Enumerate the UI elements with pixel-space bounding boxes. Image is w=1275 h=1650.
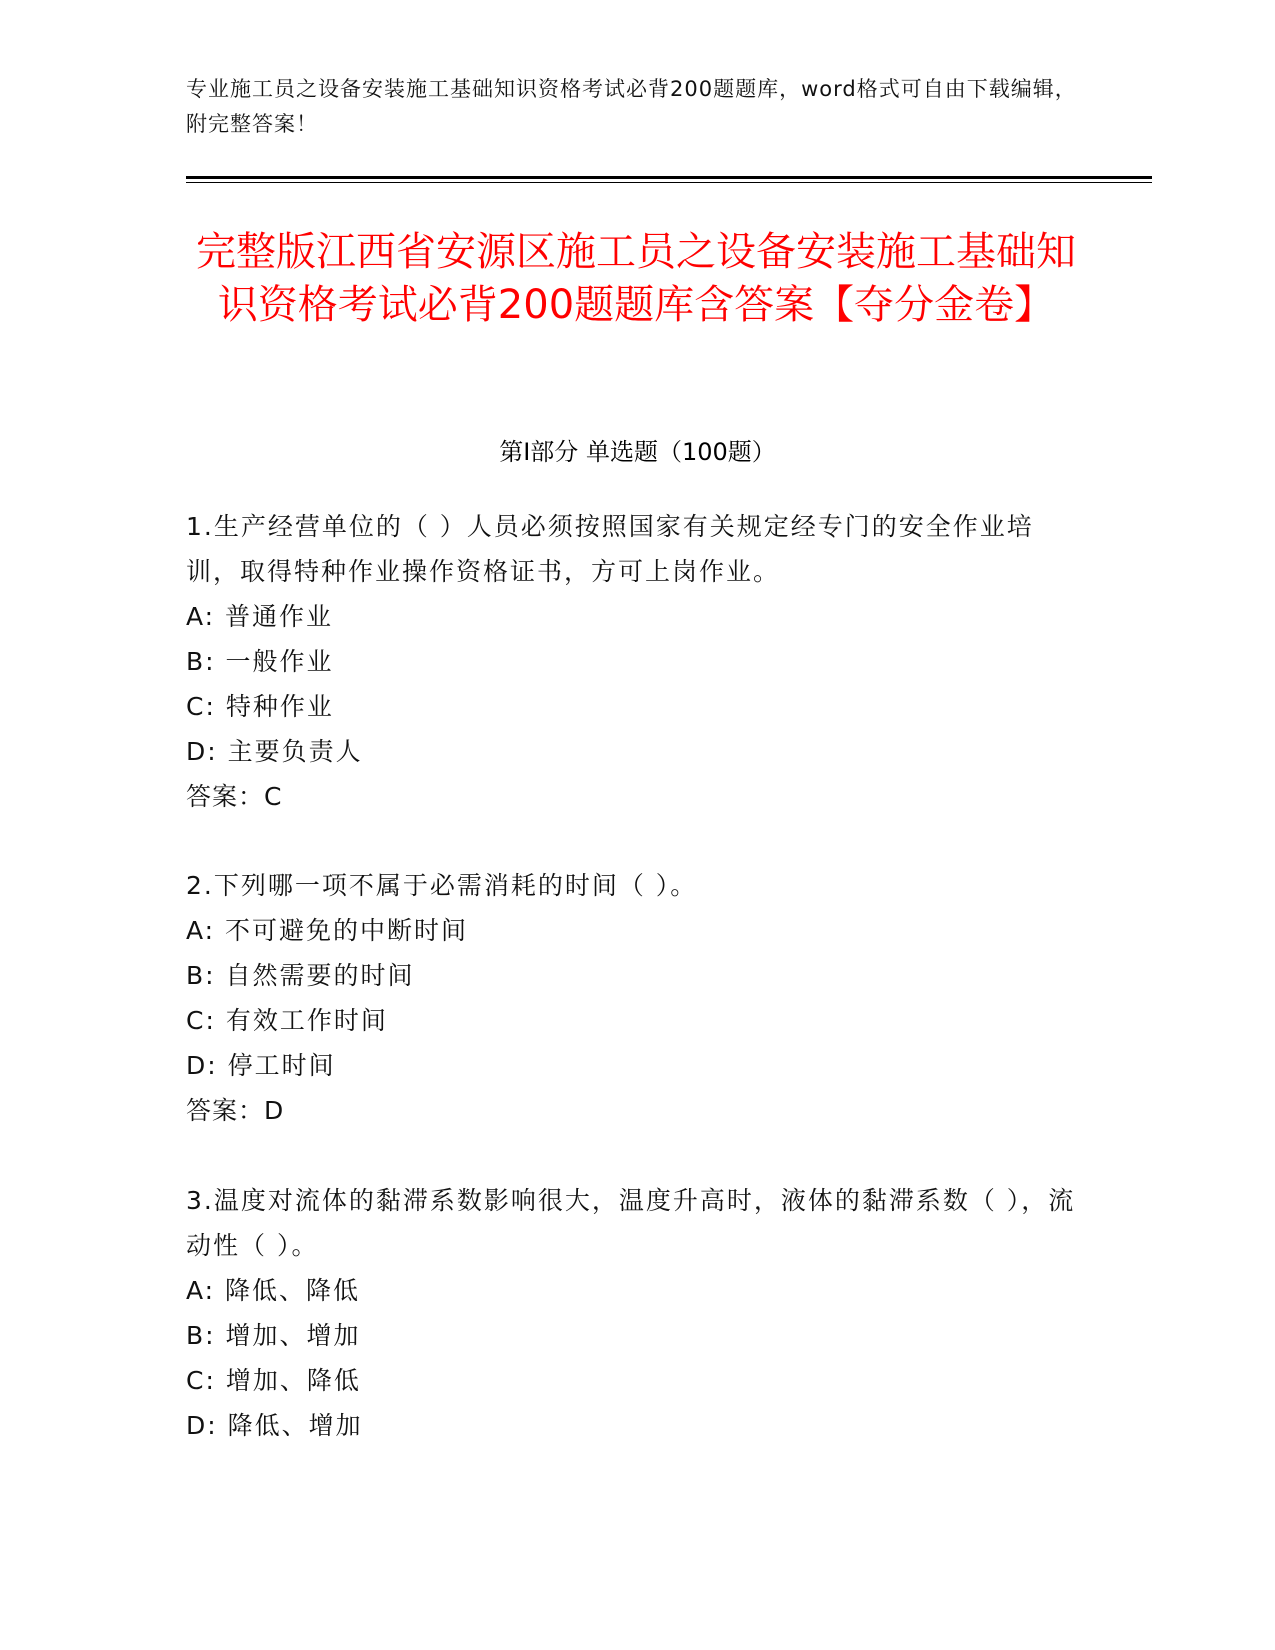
option-d: D: 主要负责人 [186,737,363,766]
option-a: A: 降低、降低 [186,1276,361,1305]
answer-line: 答案：C [186,782,283,811]
header-divider-thin [186,182,1152,183]
option-b: B: 增加、增加 [186,1321,361,1350]
question-stem: 3.温度对流体的黏滞系数影响很大，温度升高时，液体的黏滞系数（ ），流动性（ ）。 [186,1186,1076,1260]
option-c: C: 有效工作时间 [186,1006,388,1035]
document-header-note: 专业施工员之设备安装施工基础知识资格考试必背200题题库，word格式可自由下载编辑，附完整答案！ [186,77,1077,136]
section-heading: 第Ⅰ部分 单选题（100题） [499,438,776,466]
option-c: C: 增加、降低 [186,1366,361,1395]
document-title: 完整版江西省安源区施工员之设备安装施工基础知识资格考试必背200题题库含答案【夺分金卷】 [196,229,1076,328]
question-stem: 1.生产经营单位的（ ）人员必须按照国家有关规定经专门的安全作业培训，取得特种作业操作资格证书，方可上岗作业。 [186,512,1034,586]
option-d: D: 降低、增加 [186,1411,363,1440]
question-3 [186,1178,1086,1448]
option-b: B: 自然需要的时间 [186,961,415,990]
question-1 [186,504,1086,819]
answer-line: 答案：D [186,1096,285,1125]
question-2 [186,863,1086,1133]
option-a: A: 不可避免的中断时间 [186,916,469,945]
header-divider-thick [186,176,1152,179]
option-d: D: 停工时间 [186,1051,336,1080]
option-a: A: 普通作业 [186,602,334,631]
question-stem: 2.下列哪一项不属于必需消耗的时间（ ）。 [186,871,698,900]
option-b: B: 一般作业 [186,647,334,676]
option-c: C: 特种作业 [186,692,334,721]
